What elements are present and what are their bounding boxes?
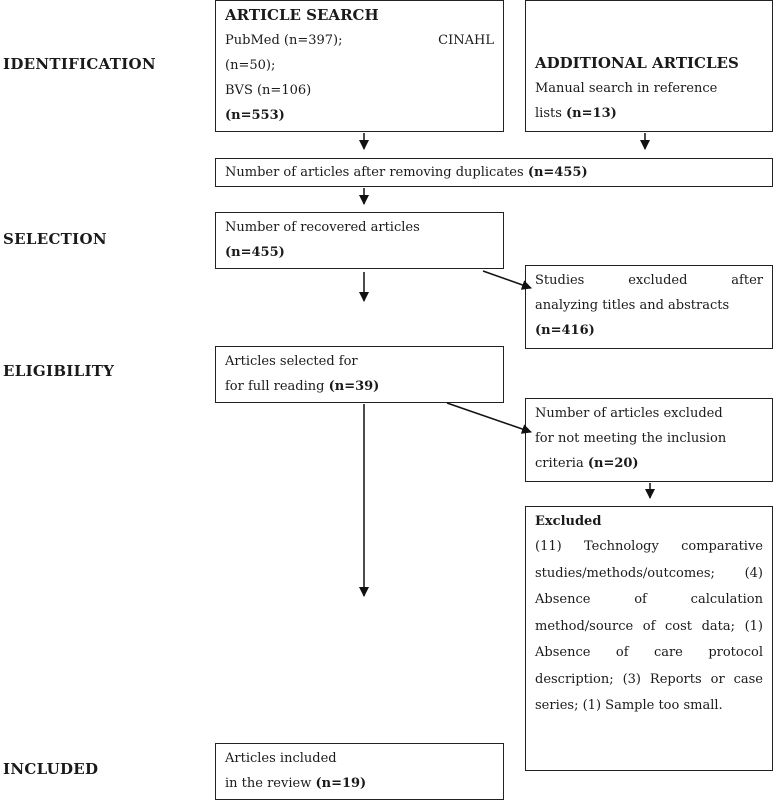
cinahl-count: (n=50); — [225, 58, 276, 73]
excluded-criteria-count: (n=20) — [587, 456, 639, 471]
additional-articles-line1: Manual search in reference — [535, 81, 718, 96]
excluded-titles-line2: analyzing titles and abstracts — [535, 298, 730, 313]
recovered-articles-count: (n=455) — [225, 245, 285, 260]
article-search-title: ARTICLE SEARCH — [225, 6, 379, 24]
full-reading-line1: Articles selected for — [225, 354, 358, 369]
included-count: (n=19) — [315, 776, 367, 791]
excluded-titles-line1: Studies excluded after — [535, 273, 763, 288]
pubmed-count: PubMed (n=397); — [225, 33, 343, 48]
excluded-criteria-line1: Number of articles excluded — [535, 406, 723, 421]
additional-articles-title: ADDITIONAL ARTICLES — [535, 54, 739, 72]
excluded-detail-text: (11) Technology comparative studies/methods/outcomes; (4) Absence of calculation method/source of cost data; (1) Absence of care protocol description; (3) Reports or case series; (1) Sample too small. — [535, 539, 763, 713]
duplicates-removed-text: Number of articles after removing duplicates (n=455) — [225, 165, 588, 180]
stage-label-identification: IDENTIFICATION — [3, 55, 156, 73]
full-reading-line2: for full reading (n=39) — [225, 379, 380, 394]
excluded-detail-title: Excluded — [535, 514, 602, 529]
included-line1: Articles included — [225, 751, 337, 766]
stage-label-included: INCLUDED — [3, 760, 99, 778]
stage-label-selection: SELECTION — [3, 230, 107, 248]
excluded-criteria-line2: for not meeting the inclusion — [535, 431, 727, 446]
recovered-articles-text: Number of recovered articles — [225, 220, 420, 235]
excluded-titles-count: (n=416) — [535, 323, 595, 338]
included-line2: in the review (n=19) — [225, 776, 367, 791]
excluded-criteria-line3: criteria (n=20) — [535, 456, 639, 471]
stage-label-eligibility: ELIGIBILITY — [3, 362, 115, 380]
arrow-fullreading-to-excluded — [447, 403, 531, 432]
duplicates-removed-count: (n=455) — [527, 165, 588, 180]
additional-articles-count: (n=13) — [566, 106, 617, 121]
cinahl-label: CINAHL — [438, 33, 494, 48]
bvs-count: BVS (n=106) — [225, 83, 312, 98]
arrow-recovered-to-excluded — [483, 271, 531, 288]
article-search-total: (n=553) — [225, 108, 285, 123]
additional-articles-line2: lists (n=13) — [535, 106, 617, 121]
full-reading-count: (n=39) — [328, 379, 380, 394]
